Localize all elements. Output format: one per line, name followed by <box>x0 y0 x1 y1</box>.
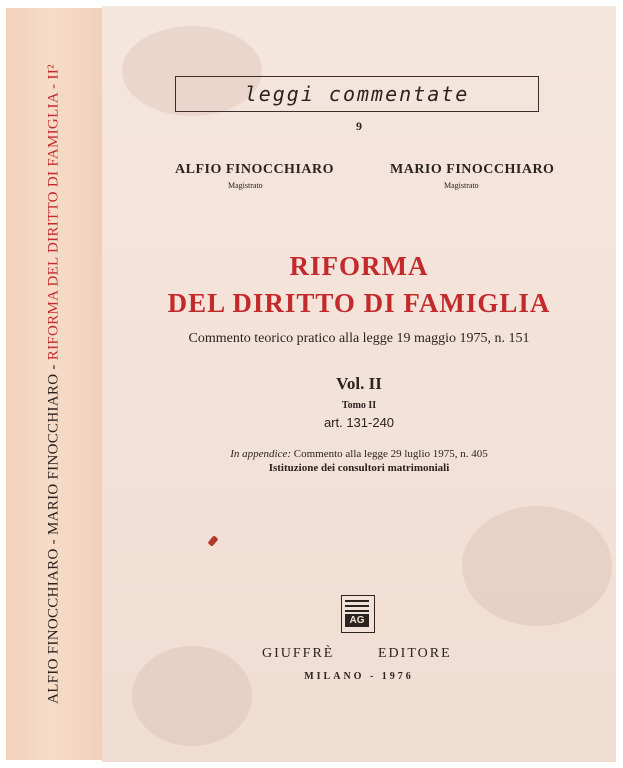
publisher-name-left: GIUFFRÈ <box>262 646 335 661</box>
book-spine <box>6 8 104 760</box>
spine-text <box>46 64 63 704</box>
book-subtitle: Commento teorico pratico alla legge 19 maggio 1975, n. 151 <box>188 331 530 346</box>
place-year: MILANO - 1976 <box>304 671 414 682</box>
logo-line <box>345 600 369 602</box>
spine-separator: - <box>45 360 62 374</box>
author-right-role: Magistrato <box>444 181 479 190</box>
tomo-label: Tomo II <box>341 400 377 411</box>
series-box <box>175 76 539 112</box>
logo-line <box>345 605 369 607</box>
appendix-text: Commento alla legge 29 luglio 1975, n. 405 <box>293 448 488 460</box>
series-number: 9 <box>356 119 362 133</box>
volume-label: Vol. II <box>336 374 382 393</box>
appendix-label: In appendice: <box>230 448 291 460</box>
appendix-title: Istituzione dei consultori matrimoniali <box>268 462 450 474</box>
appendix-line <box>102 448 616 460</box>
author-left-role: Magistrato <box>228 181 263 190</box>
book-title-line2: DEL DIRITTO DI FAMIGLIA <box>167 288 551 318</box>
red-ink-mark <box>207 535 218 547</box>
author-left-name: ALFIO FINOCCHIARO <box>175 162 335 177</box>
publisher-logo <box>341 595 375 633</box>
cover-stain <box>132 646 252 746</box>
spine-volume: - II² <box>45 64 62 93</box>
logo-line <box>345 610 369 612</box>
book-cover <box>102 6 616 762</box>
spine-title: RIFORMA DEL DIRITTO DI FAMIGLIA <box>45 92 62 361</box>
articles-label: art. 131-240 <box>323 415 395 430</box>
spine-authors: ALFIO FINOCCHIARO - MARIO FINOCCHIARO <box>45 373 62 704</box>
publisher-name-right: EDITORE <box>378 646 452 661</box>
cover-stain <box>462 506 612 626</box>
series-title: leggi commentate <box>244 82 470 106</box>
author-right-name: MARIO FINOCCHIARO <box>390 162 555 177</box>
book-title-line1: RIFORMA <box>289 251 429 281</box>
logo-ag: AG <box>345 614 369 627</box>
